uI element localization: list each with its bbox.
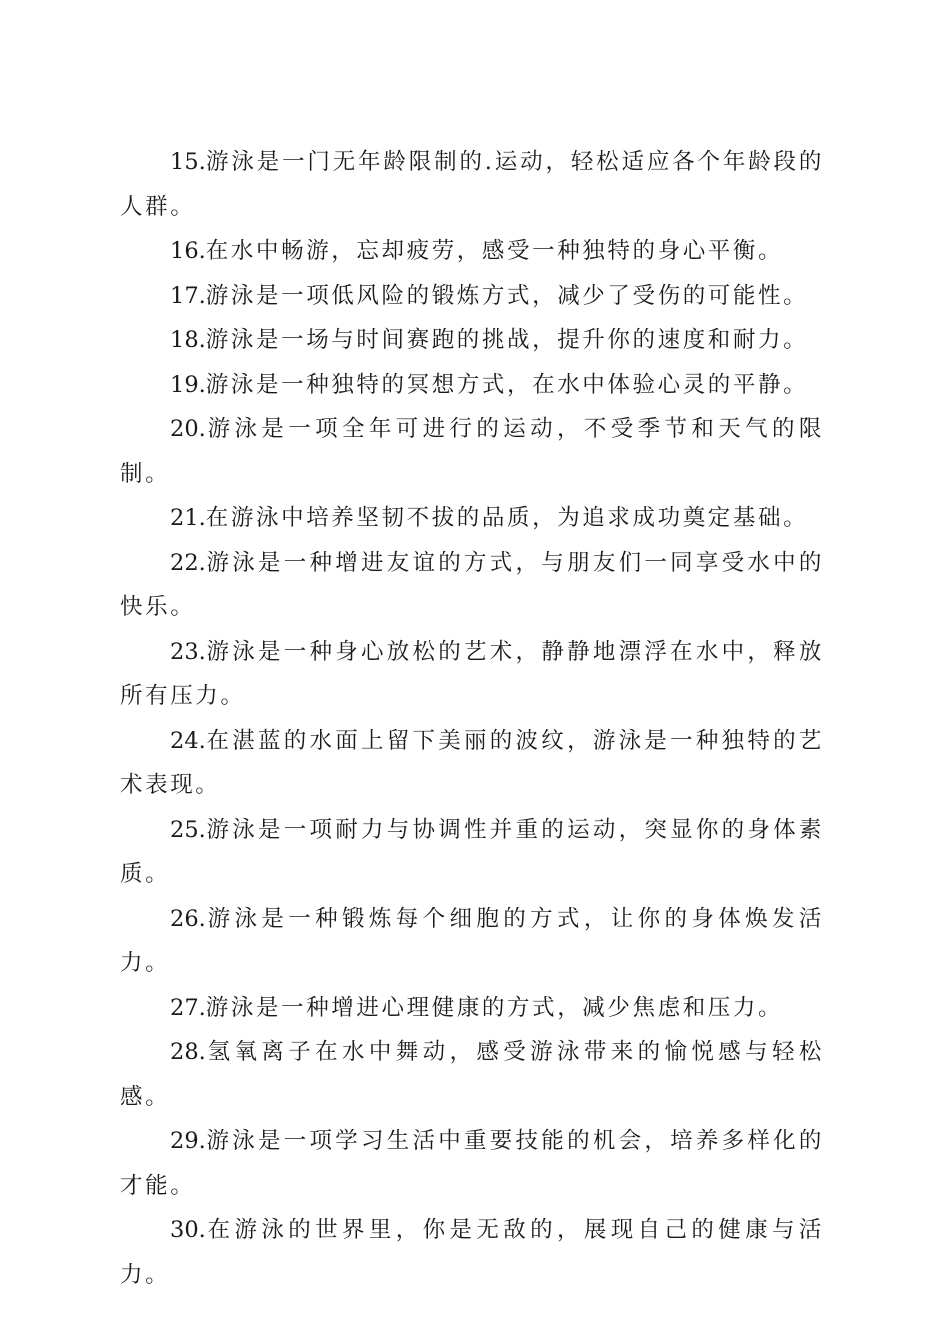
list-item: [120, 229, 824, 274]
item-number: 30.: [170, 1217, 206, 1243]
item-number: 20.: [170, 416, 206, 442]
item-text: 游泳是一项学习生活中重要技能的机会，培养多样化的才能。: [120, 1128, 824, 1199]
item-number: 15.: [170, 149, 206, 175]
item-text: 在游泳的世界里，你是无敌的，展现自己的健康与活力。: [120, 1217, 824, 1288]
list-item: [120, 407, 824, 496]
list-item: [120, 897, 824, 986]
list-item: [120, 541, 824, 630]
list-item: [120, 1208, 824, 1297]
list-item: [120, 363, 824, 408]
item-number: 17.: [170, 282, 206, 309]
item-number: 25.: [170, 816, 206, 843]
item-text: 在水中畅游，忘却疲劳，感受一种独特的身心平衡。: [205, 238, 784, 264]
item-text: 游泳是一种锻炼每个细胞的方式，让你的身体焕发活力。: [120, 905, 824, 976]
item-text: 游泳是一项低风险的锻炼方式，减少了受伤的可能性。: [205, 282, 809, 309]
list-item: [120, 274, 824, 319]
item-number: 23.: [170, 638, 206, 665]
list-item: [120, 496, 824, 541]
item-number: 28.: [170, 1039, 206, 1065]
item-number: 19.: [170, 371, 206, 398]
item-text: 游泳是一种增进友谊的方式，与朋友们一同享受水中的快乐。: [120, 549, 824, 620]
item-number: 21.: [170, 505, 206, 531]
item-number: 24.: [170, 727, 206, 754]
item-text: 游泳是一种独特的冥想方式，在水中体验心灵的平静。: [205, 371, 809, 398]
list-item: [120, 1030, 824, 1119]
item-number: 16.: [170, 238, 206, 264]
item-number: 29.: [170, 1128, 206, 1154]
item-text: 游泳是一项全年可进行的运动，不受季节和天气的限制。: [120, 416, 824, 487]
item-number: 22.: [170, 549, 206, 576]
item-text: 游泳是一种增进心理健康的方式，减少焦虑和压力。: [205, 994, 784, 1021]
item-text: 游泳是一项耐力与协调性并重的运动，突显你的身体素质。: [120, 816, 824, 887]
item-text: 在游泳中培养坚韧不拔的品质，为追求成功奠定基础。: [205, 505, 809, 531]
list-item: [120, 808, 824, 897]
list-item: [120, 140, 824, 229]
list-item: [120, 719, 824, 808]
list-item: [120, 986, 824, 1031]
item-number: 26.: [170, 905, 206, 932]
item-text: 游泳是一门无年龄限制的.运动，轻松适应各个年龄段的人群。: [120, 149, 824, 220]
item-text: 游泳是一种身心放松的艺术，静静地漂浮在水中，释放所有压力。: [120, 638, 824, 709]
item-text: 在湛蓝的水面上留下美丽的波纹，游泳是一种独特的艺术表现。: [120, 727, 824, 798]
item-number: 18.: [170, 327, 206, 353]
item-text: 氢氧离子在水中舞动，感受游泳带来的愉悦感与轻松感。: [120, 1039, 824, 1110]
list-item: [120, 1119, 824, 1208]
document-body: [120, 140, 824, 1297]
list-item: [120, 318, 824, 363]
item-number: 27.: [170, 994, 206, 1021]
list-item: [120, 630, 824, 719]
item-text: 游泳是一场与时间赛跑的挑战，提升你的速度和耐力。: [205, 327, 809, 353]
